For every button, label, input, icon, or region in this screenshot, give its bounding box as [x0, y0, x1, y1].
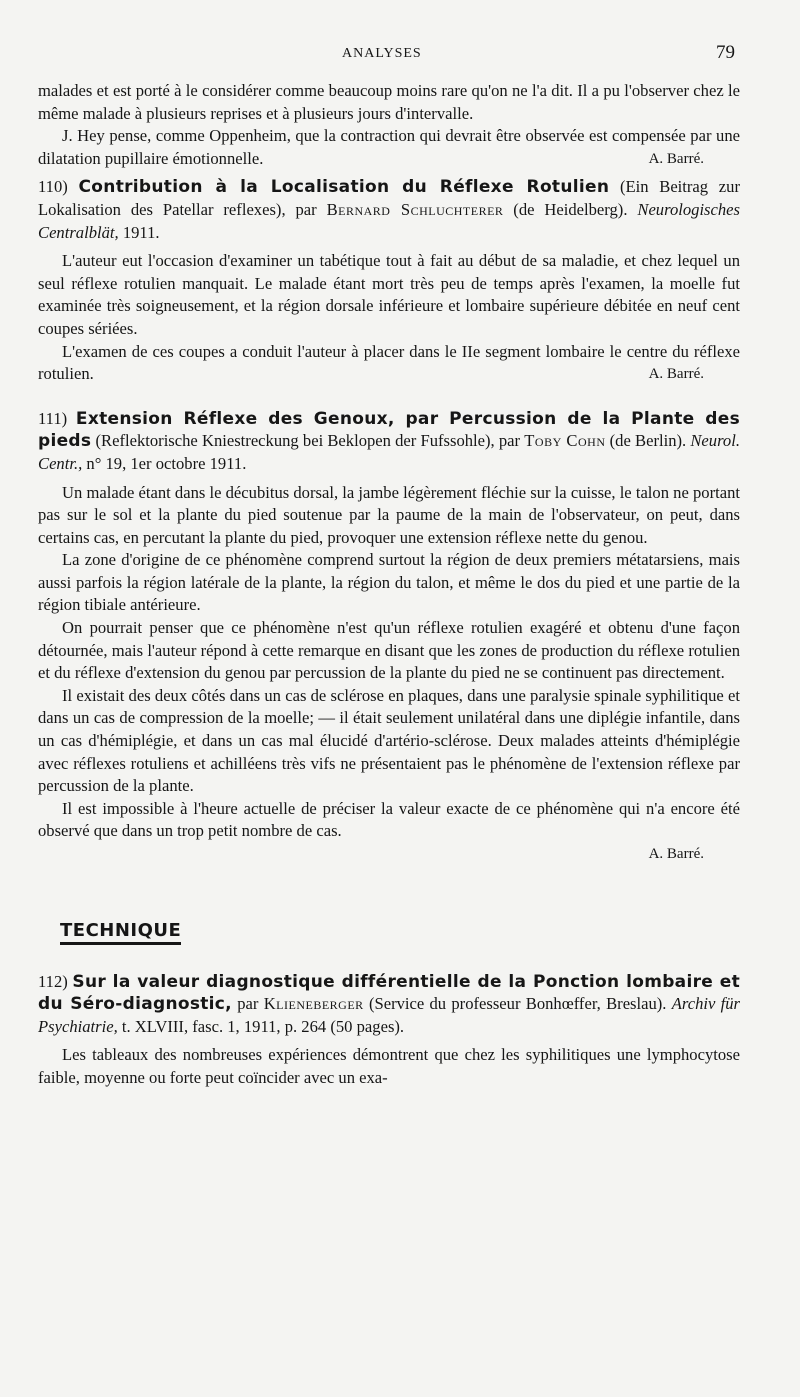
paragraph: Il est impossible à l'heure actuelle de préciser la valeur exacte de ce phénomène qui n'a encore été observé que dans un trop petit nombre de cas. — [38, 798, 740, 841]
paragraph: Un malade étant dans le décubitus dorsal, la jambe légèrement fléchie sur la cuisse, le talon ne portant pas sur le sol et la plante du pied soutenue par la paume de la main de l'observateur, on peut, dans certains cas, en percutant la plante du pied, provoquer une extension réflexe nette du genou. — [38, 482, 740, 547]
abstract-details: (Ein Beitrag zur Lokalisation des Patellar reflexes), par — [38, 177, 740, 219]
abstract-details: par — [231, 994, 264, 1014]
abstract-title: Extension Réflexe des Genoux, par Percussion de la Plante des pieds — [38, 408, 740, 452]
abstract-heading — [38, 176, 740, 244]
abstract-heading — [38, 971, 740, 1039]
abstract-details: (Reflektorische Kniestreckung bei Beklopen der Fufssohle), par — [91, 431, 525, 451]
abstract-112 — [38, 971, 740, 1090]
abstract-110 — [38, 176, 740, 385]
abstract-number: 112) — [38, 971, 68, 991]
signature: A. Barré. — [648, 150, 704, 167]
paragraph: malades et est porté à le considérer comme beaucoup moins rare qu'on ne l'a dit. Il a pu l'observer chez le même malade à plusieurs reprises et à plusieurs jours d'intervalle. — [38, 81, 740, 123]
paragraph: On pourrait penser que ce phénomène n'est qu'un réflexe rotulien exagéré et obtenu d'une façon détournée, mais l'auteur répond à cette remarque en disant que les zones de production du réflexe rotulien et du réflexe d'extension du genou par percussion de la plante du pied ne se continuent pas directement. — [38, 618, 740, 683]
abstract-details: (Service du professeur Bonhœffer, Breslau). — [363, 994, 672, 1014]
paragraph — [38, 341, 740, 386]
abstract-reference: t. XLVIII, fasc. 1, 1911, p. 264 (50 pages). — [117, 1016, 405, 1036]
signature: A. Barré. — [648, 366, 704, 383]
abstract-111 — [38, 408, 740, 866]
abstract-journal: Neurologisches Centralblät, — [38, 199, 740, 242]
paragraph: L'auteur eut l'occasion d'examiner un tabétique tout à fait au début de sa maladie, et chez lequel un seul réflexe rotulien manquait. Le malade étant mort très peu de temps après l'examen, la moelle fut examinée très soigneusement, et la région dorsale inférieure et lombaire supérieure débitée en neuf cent coupes sériées. — [38, 251, 740, 338]
abstract-title: Sur la valeur diagnostique différentielle de la Ponction lombaire et du Séro-diagnostic, — [38, 971, 740, 1015]
paragraph: La zone d'origine de ce phénomène comprend surtout la région de deux premiers métatarsiens, mais aussi parfois la région latérale de la plante, la région du talon, et même le dos du pied et une partie de la région tibiale antérieure. — [38, 550, 740, 615]
paragraph: Il existait des deux côtés dans un cas de sclérose en plaques, dans une paralysie spinale syphilitique et dans un cas de compression de la moelle; — il était seulement unilatéral dans une diplégie infantile, dans un cas d'hémiplégie, et dans un cas mal élucidé d'artério-sclérose. Deux malades atteints d'hémiplégie avec réflexes rotuliens et achilléens très vifs ne présentaient pas le phénomène de l'extension réflexe par percussion de la plante. — [38, 685, 740, 796]
abstract-details: (de Heidelberg). — [503, 199, 628, 219]
abstract-journal: Neurol. Centr., — [38, 431, 740, 473]
abstract-number: 110) — [38, 177, 68, 197]
signature: A. Barré. — [648, 846, 704, 862]
abstract-year: 1911. — [118, 222, 160, 242]
abstract-heading — [38, 408, 740, 476]
abstract-title: Contribution à la Localisation du Réflexe Rotulien — [78, 177, 610, 198]
paragraph: Les tableaux des nombreuses expériences démontrent que chez les syphilitiques une lymphocytose faible, moyenne ou forte peut coïncider avec un exa- — [38, 1045, 740, 1087]
page-number: 79 — [716, 42, 735, 63]
abstract-reference: n° 19, 1er octobre 1911. — [82, 453, 247, 473]
page-body — [38, 80, 740, 1112]
paragraph — [38, 125, 740, 170]
abstract-author: Bernard Schluchterer — [326, 199, 504, 219]
section-heading: TECHNIQUE — [60, 920, 181, 945]
abstract-author: Toby Cohn — [524, 431, 606, 451]
abstract-number: 111) — [38, 408, 68, 428]
paragraph-text: L'examen de ces coupes a conduit l'auteur à placer dans le IIe segment lombaire le centre du réflexe rotulien. — [38, 341, 740, 384]
abstract-author: Klieneberger — [263, 994, 364, 1014]
abstract-details: (de Berlin). — [605, 431, 691, 451]
abstract-journal: Archiv für Psychiatrie, — [38, 994, 740, 1036]
running-title: ANALYSES — [342, 46, 422, 61]
paragraph-text: J. Hey pense, comme Oppenheim, que la contraction qui devrait être observée est compensée par une dilatation pupillaire émotionnelle. — [38, 126, 740, 168]
